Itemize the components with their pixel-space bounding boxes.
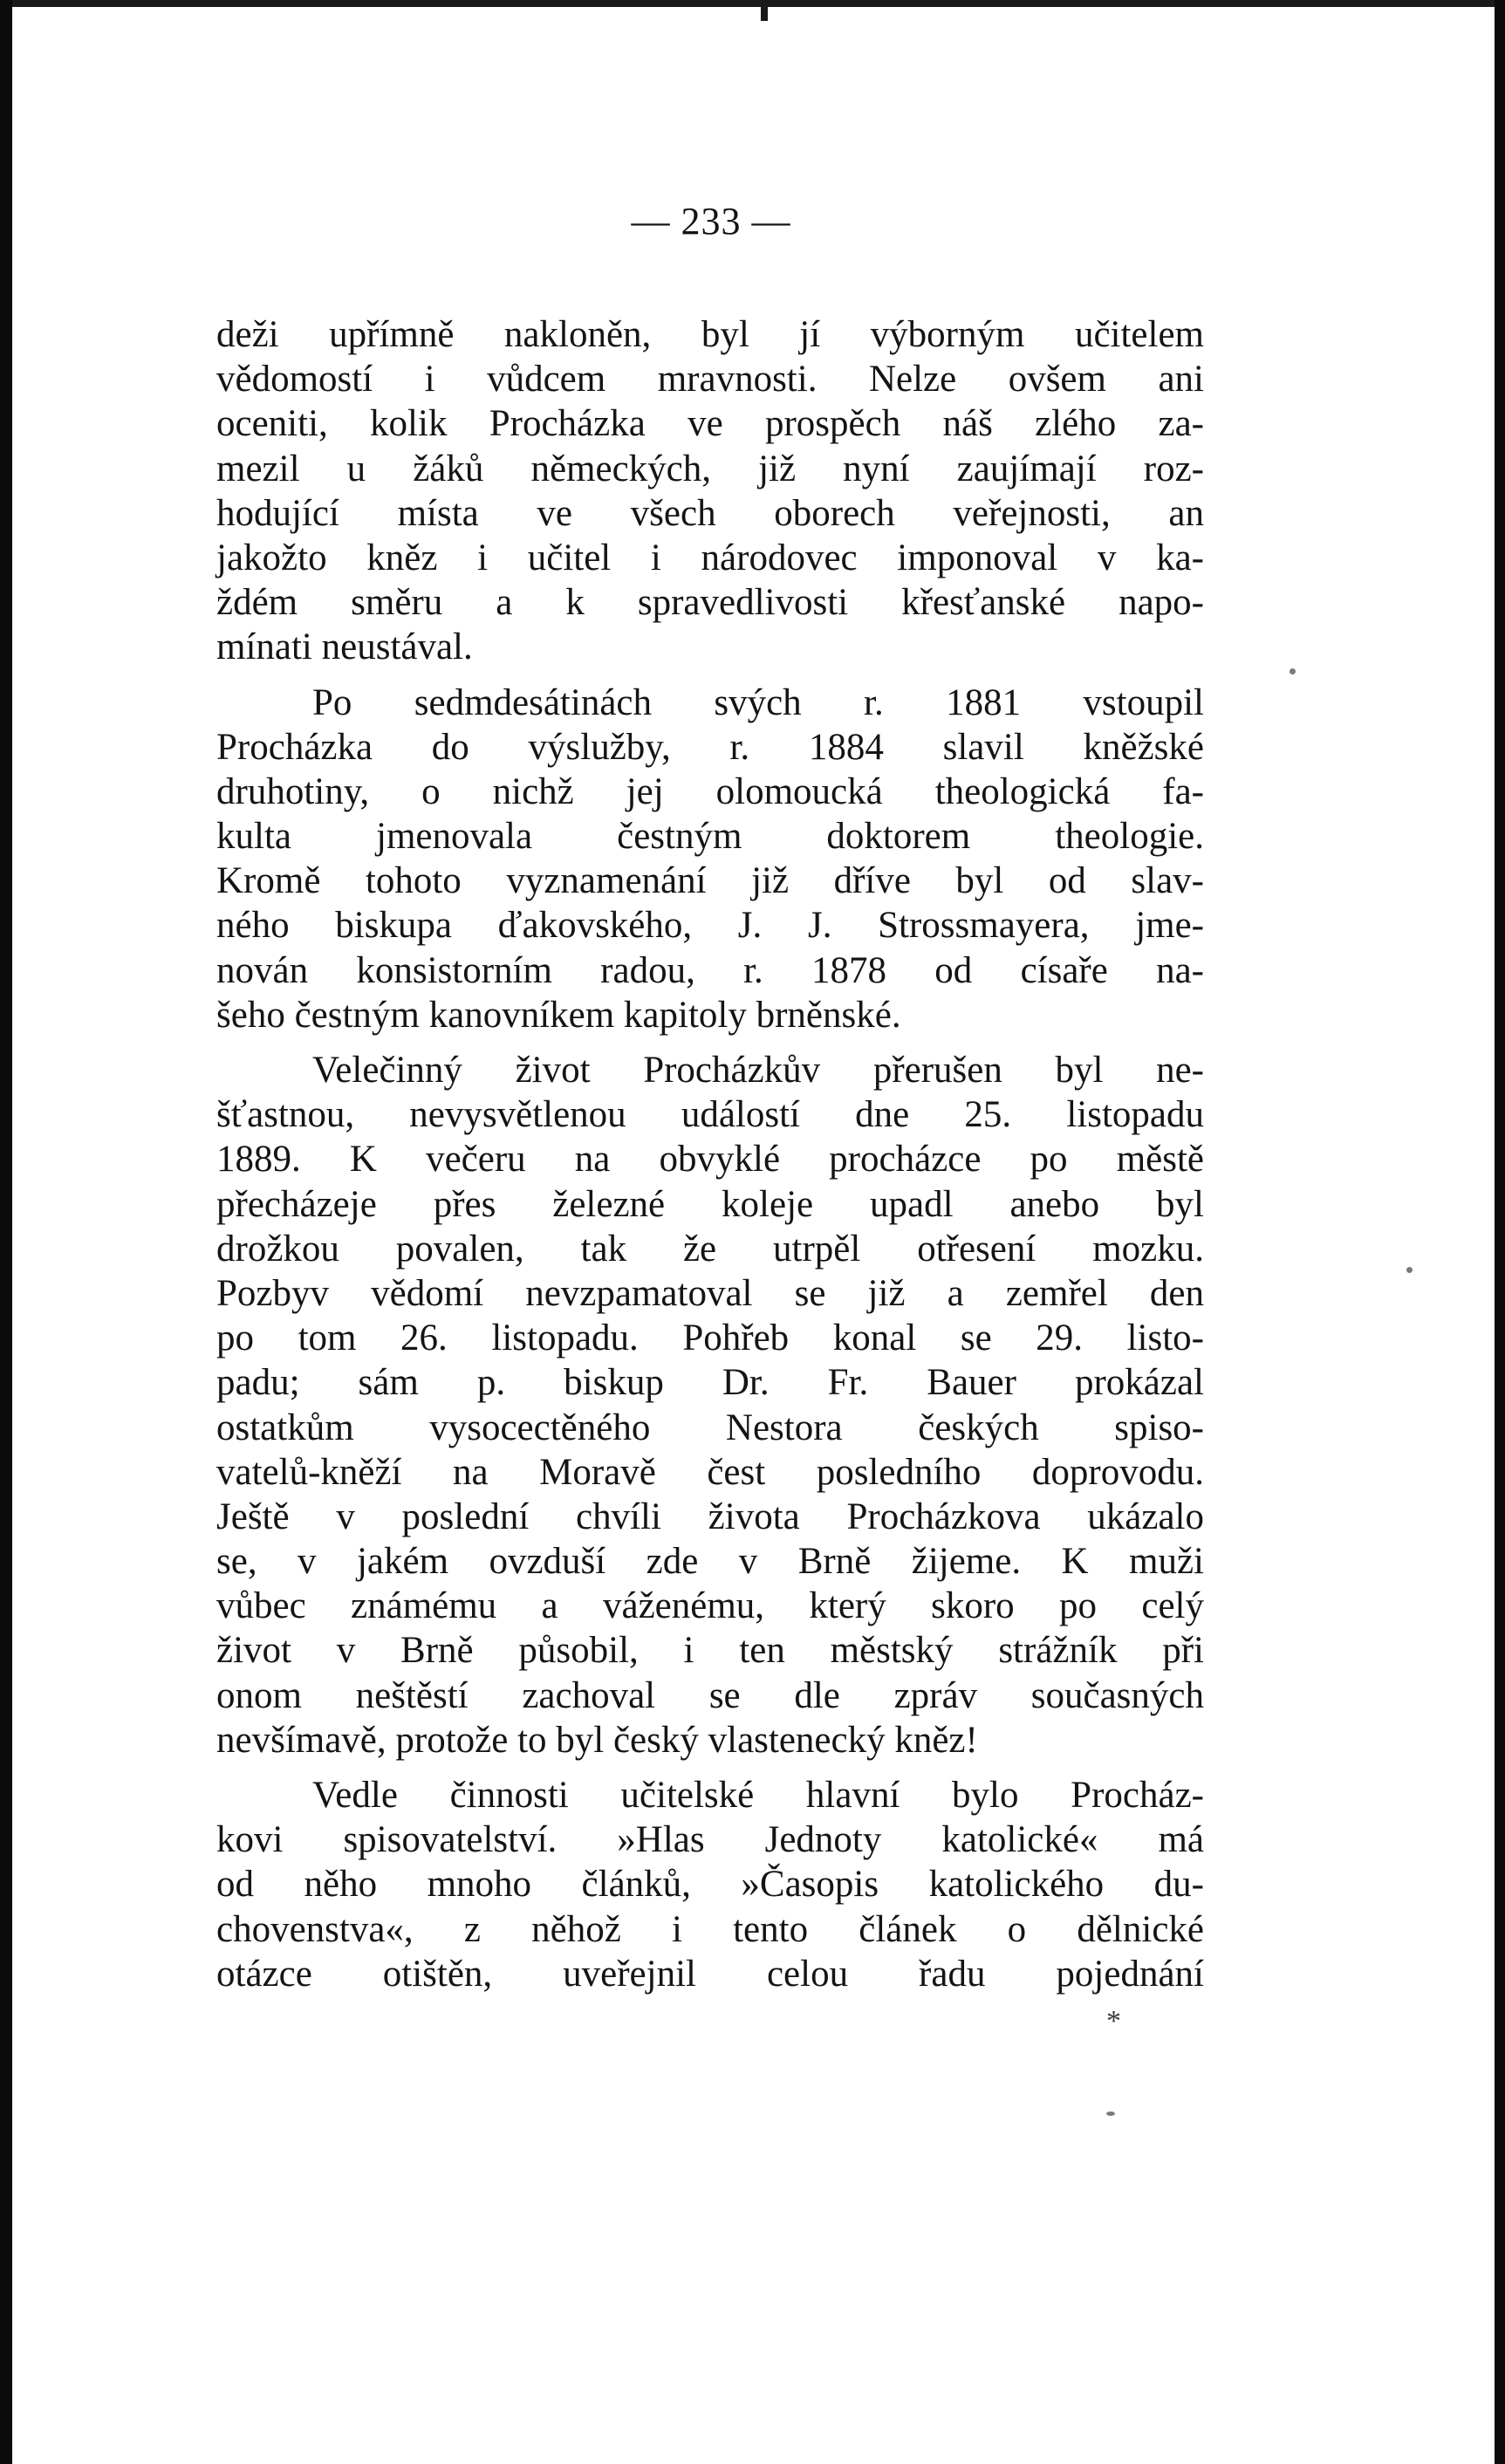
text-line: se, v jakém ovzduší zde v Brně žijeme. K muži — [216, 1541, 1204, 1583]
text-line: přecházeje přes železné koleje upadl anebo byl — [216, 1183, 1204, 1225]
paragraph-2 — [216, 681, 1204, 1038]
text-line: Pozbyv vědomí nevzpamatoval se již a zemřel den — [216, 1272, 1204, 1314]
text-line: mezil u žáků německých, již nyní zaujímají roz- — [216, 448, 1204, 489]
text-line: mínati neustával. — [216, 626, 473, 668]
text-line: Po sedmdesátinách svých r. 1881 vstoupil — [312, 681, 1204, 723]
text-line: vědomostí i vůdcem mravnosti. Nelze ovšem ani — [216, 359, 1204, 400]
scan-edge-left — [0, 0, 12, 2464]
text-line: oceniti, kolik Procházka ve prospěch náš zlého za- — [216, 403, 1204, 445]
text-line: po tom 26. listopadu. Pohřeb konal se 29. listo- — [216, 1318, 1204, 1359]
text-line: ždém směru a k spravedlivosti křesťanské napo- — [216, 582, 1204, 624]
scan-speck — [1290, 668, 1296, 674]
text-line: hodující místa ve všech oborech veřejnosti, an — [216, 492, 1204, 534]
text-line: Procházka do výslužby, r. 1884 slavil kněžské — [216, 726, 1204, 768]
text-line: jakožto kněz i učitel i národovec imponoval v ka- — [216, 537, 1204, 578]
footnote-mark: * — [1106, 2005, 1121, 2037]
body-text — [216, 312, 1204, 1996]
text-line: vatelů-kněží na Moravě čest posledního doprovodu. — [216, 1451, 1204, 1493]
scan-artifact-mark — [761, 0, 768, 21]
paragraph-3 — [216, 1048, 1204, 1762]
page-number: — 233 — — [631, 200, 791, 243]
scan-speck — [1106, 2112, 1115, 2116]
text-line: nevšímavě, protože to byl český vlastenecký kněz! — [216, 1719, 978, 1761]
text-line: Kromě tohoto vyznamenání již dříve byl od slav- — [216, 860, 1204, 902]
text-line: Velečinný život Procházkův přerušen byl ne- — [312, 1050, 1204, 1091]
text-line: šeho čestným kanovníkem kapitoly brněnské. — [216, 994, 901, 1036]
text-line: nován konsistorním radou, r. 1878 od císaře na- — [216, 949, 1204, 991]
text-line: padu; sám p. biskup Dr. Fr. Bauer prokázal — [216, 1362, 1204, 1404]
text-line: šťastnou, nevysvětlenou událostí dne 25. listopadu — [216, 1094, 1204, 1136]
text-line: kovi spisovatelství. »Hlas Jednoty katolické« má — [216, 1819, 1204, 1861]
paragraph-1 — [216, 312, 1204, 670]
text-line: onom neštěstí zachoval se dle zpráv současných — [216, 1674, 1204, 1716]
text-line: od něho mnoho článků, »Časopis katolického du- — [216, 1864, 1204, 1906]
text-line: život v Brně působil, i ten městský strážník při — [216, 1630, 1204, 1672]
scan-edge-right — [1495, 0, 1505, 2464]
text-line: 1889. K večeru na obvyklé procházce po městě — [216, 1139, 1204, 1181]
text-line: Vedle činnosti učitelské hlavní bylo Procház- — [312, 1775, 1204, 1816]
text-line: ného biskupa ďakovského, J. J. Strossmayera, jme- — [216, 905, 1204, 947]
paragraph-4 — [216, 1773, 1204, 1996]
text-line: drožkou povalen, tak že utrpěl otřesení mozku. — [216, 1228, 1204, 1270]
text-line: druhotiny, o nichž jej olomoucká theologická fa- — [216, 770, 1204, 812]
text-line: Ještě v poslední chvíli života Procházkova ukázalo — [216, 1496, 1204, 1537]
text-line: ostatkům vysocectěného Nestora českých spiso- — [216, 1407, 1204, 1448]
text-line: kulta jmenovala čestným doktorem theologie. — [216, 816, 1204, 858]
text-line: otázce otištěn, uveřejnil celou řadu pojednání — [216, 1953, 1204, 1995]
text-line: chovenstva«, z něhož i tento článek o dělnické — [216, 1908, 1204, 1950]
text-line: deži upřímně nakloněn, byl jí výborným učitelem — [216, 314, 1204, 355]
scan-speck — [1406, 1267, 1413, 1273]
text-line: vůbec známému a váženému, který skoro po celý — [216, 1585, 1204, 1627]
scan-edge-top — [0, 0, 1505, 7]
